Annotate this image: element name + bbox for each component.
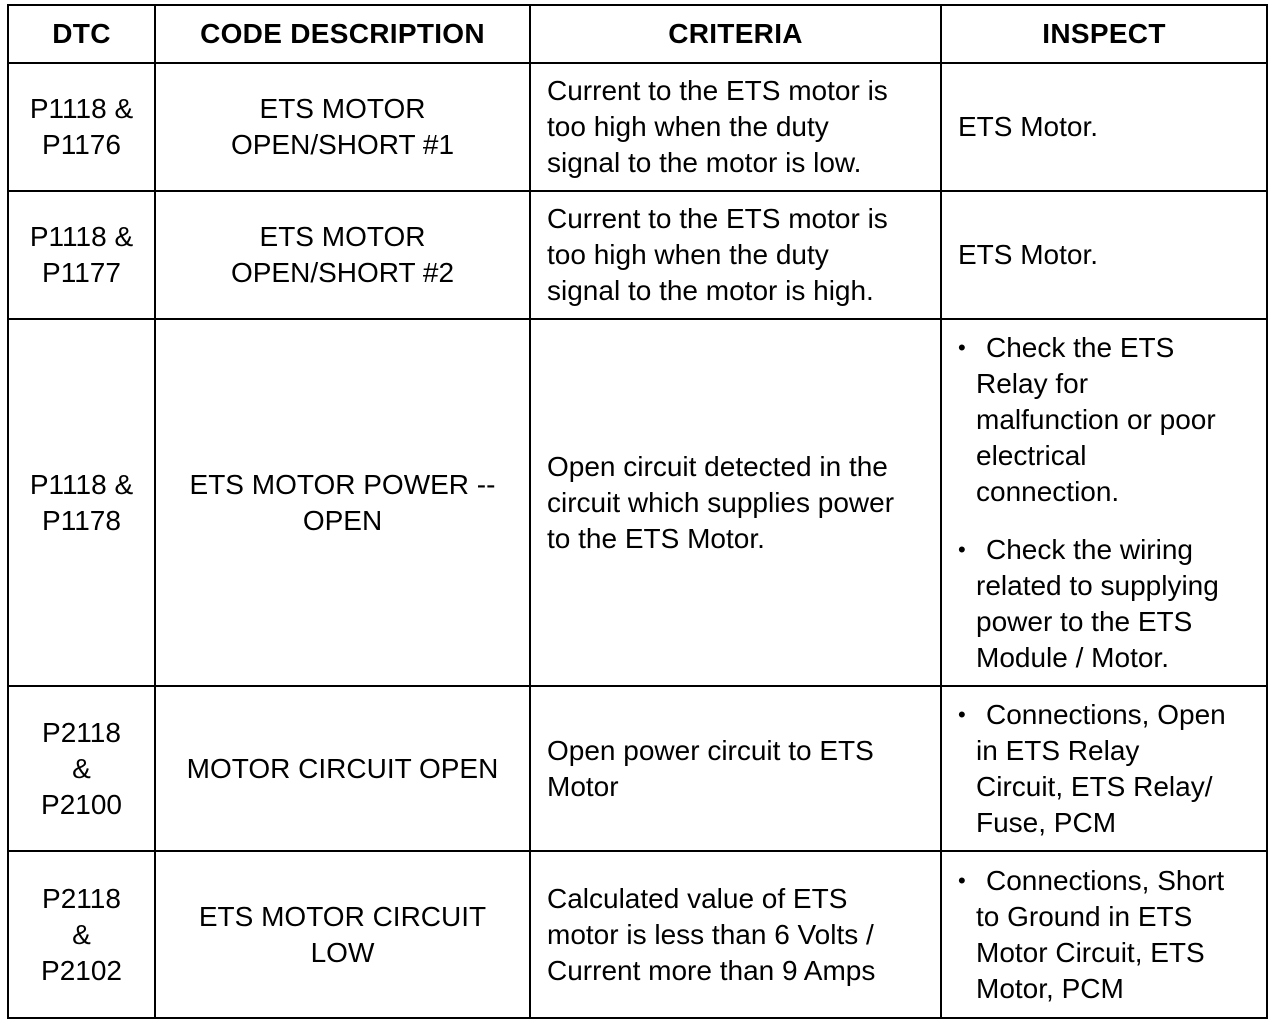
description-line: ETS MOTOR (259, 93, 426, 124)
inspect-line: ETS Motor. (958, 111, 1099, 142)
inspect-cell (941, 686, 1267, 851)
dtc-line: P2102 (41, 954, 122, 986)
header-criteria: CRITERIA (530, 5, 941, 63)
dtc-line: P1118 & (29, 468, 134, 500)
description-cell (155, 319, 530, 686)
criteria-cell (530, 191, 941, 319)
inspect-bullet-list (958, 697, 1260, 841)
dtc-cell (8, 686, 155, 851)
dtc-line: P2100 (41, 788, 122, 820)
inspect-line: ETS Motor. (958, 239, 1099, 270)
inspect-cell (941, 63, 1267, 191)
dtc-cell (8, 851, 155, 1018)
bullet-icon: • (958, 536, 966, 562)
inspect-line: Check the wiring (986, 533, 1193, 565)
inspect-line: Motor Circuit, ETS (976, 936, 1205, 968)
description-line: ETS MOTOR (259, 221, 426, 252)
description-line: ETS MOTOR POWER -- (189, 468, 496, 500)
dtc-line: P1176 (42, 129, 121, 160)
criteria-line: motor is less than 6 Volts / (547, 918, 874, 950)
criteria-line: Motor (547, 770, 619, 802)
inspect-line: Connections, Open (986, 698, 1226, 730)
table-row (8, 191, 1267, 319)
dtc-cell (8, 191, 155, 319)
inspect-bullet-item (958, 330, 1260, 510)
inspect-line: in ETS Relay (976, 734, 1140, 766)
description-line: OPEN (302, 504, 383, 536)
inspect-line: related to supplying (976, 569, 1219, 601)
criteria-line: signal to the motor is low. (547, 147, 862, 178)
dtc-line: P1118 & (29, 93, 134, 124)
header-code-description: CODE DESCRIPTION (155, 5, 530, 63)
inspect-bullet-list (958, 863, 1260, 1007)
criteria-cell (530, 851, 941, 1018)
bullet-icon: • (958, 867, 966, 893)
description-line: ETS MOTOR CIRCUIT (198, 900, 487, 932)
inspect-line: Relay for (976, 367, 1089, 399)
description-line: OPEN/SHORT #1 (230, 129, 455, 160)
table-row (8, 63, 1267, 191)
dtc-line: & (72, 752, 91, 784)
header-inspect: INSPECT (941, 5, 1267, 63)
inspect-line: Circuit, ETS Relay/ (976, 770, 1213, 802)
dtc-line: & (72, 918, 91, 950)
table-row (8, 686, 1267, 851)
description-line: MOTOR CIRCUIT OPEN (186, 752, 499, 784)
inspect-cell (941, 191, 1267, 319)
criteria-cell (530, 686, 941, 851)
criteria-line: signal to the motor is high. (547, 275, 874, 306)
criteria-line: circuit which supplies power (547, 486, 895, 518)
inspect-cell (941, 319, 1267, 686)
dtc-table (7, 4, 1268, 1019)
criteria-line: Open circuit detected in the (547, 450, 888, 482)
dtc-line: P1177 (42, 257, 121, 288)
inspect-line: Fuse, PCM (976, 806, 1117, 838)
inspect-line: Motor, PCM (976, 972, 1124, 1004)
description-line: OPEN/SHORT #2 (230, 257, 455, 288)
description-cell (155, 63, 530, 191)
inspect-cell (941, 851, 1267, 1018)
dtc-line: P2118 (42, 882, 121, 914)
criteria-line: to the ETS Motor. (547, 522, 765, 554)
dtc-line: P1118 & (29, 221, 134, 252)
header-dtc: DTC (8, 5, 155, 63)
dtc-line: P1178 (42, 504, 121, 536)
header-row (8, 5, 1267, 63)
criteria-line: Current more than 9 Amps (547, 954, 876, 986)
criteria-cell (530, 63, 941, 191)
inspect-bullet-item (958, 532, 1260, 676)
criteria-cell (530, 319, 941, 686)
inspect-line: power to the ETS (976, 605, 1193, 637)
inspect-line: Check the ETS (986, 331, 1175, 363)
bullet-icon: • (958, 334, 966, 360)
criteria-line: Current to the ETS motor is (547, 75, 888, 106)
dtc-cell (8, 319, 155, 686)
inspect-bullet-item (958, 697, 1260, 841)
inspect-bullet-list (958, 330, 1260, 676)
inspect-line: to Ground in ETS (976, 900, 1193, 932)
inspect-line: malfunction or poor (976, 403, 1216, 435)
description-line: LOW (310, 936, 375, 968)
description-cell (155, 851, 530, 1018)
table-row (8, 319, 1267, 686)
description-cell (155, 191, 530, 319)
criteria-line: Calculated value of ETS (547, 882, 848, 914)
dtc-line: P2118 (42, 716, 121, 748)
criteria-line: Open power circuit to ETS (547, 734, 874, 766)
table-row (8, 851, 1267, 1018)
inspect-line: Module / Motor. (976, 641, 1169, 673)
inspect-line: electrical (976, 439, 1087, 471)
criteria-line: too high when the duty (547, 111, 829, 142)
description-cell (155, 686, 530, 851)
dtc-cell (8, 63, 155, 191)
criteria-line: too high when the duty (547, 239, 829, 270)
inspect-line: Connections, Short (986, 864, 1225, 896)
inspect-bullet-item (958, 863, 1260, 1007)
bullet-icon: • (958, 701, 966, 727)
criteria-line: Current to the ETS motor is (547, 203, 888, 234)
inspect-line: connection. (976, 475, 1120, 507)
